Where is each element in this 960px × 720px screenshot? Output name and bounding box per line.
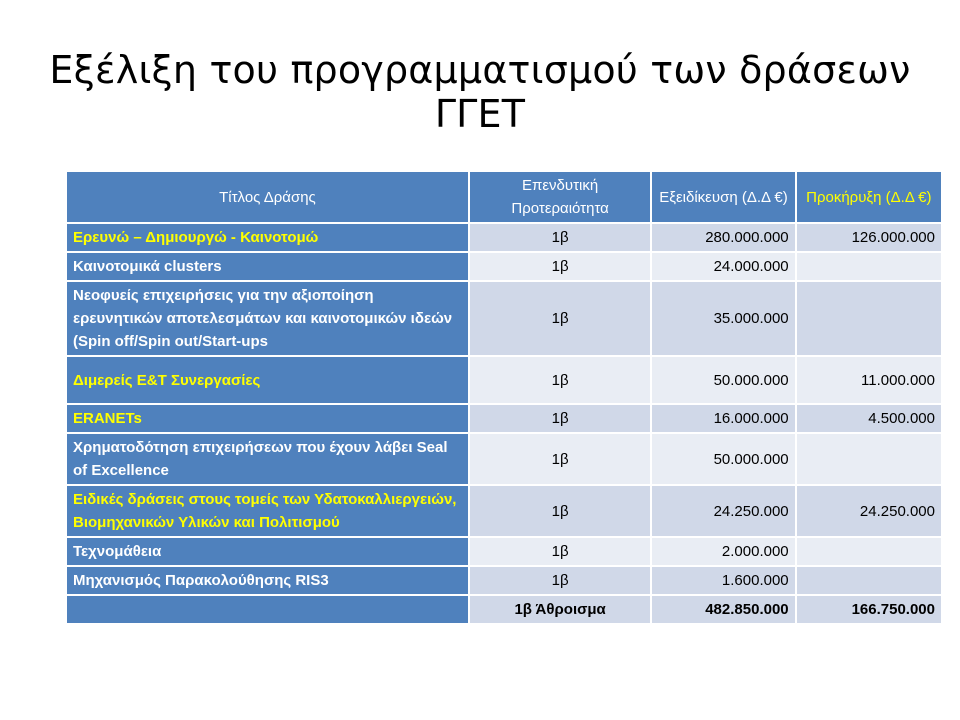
row-spec: 24.250.000 (652, 486, 794, 536)
table-row (67, 405, 941, 432)
row-priority: 1β (470, 486, 650, 536)
row-announce: 126.000.000 (797, 224, 941, 251)
header-priority: Επενδυτική Προτεραιότητα (470, 172, 650, 222)
row-spec: 16.000.000 (652, 405, 794, 432)
row-spec: 2.000.000 (652, 538, 794, 565)
row-spec: 35.000.000 (652, 282, 794, 355)
table-row (67, 538, 941, 565)
header-announce: Προκήρυξη (Δ.Δ €) (797, 172, 941, 222)
row-priority: 1β (470, 434, 650, 484)
table-header-row (67, 172, 941, 222)
row-announce (797, 434, 941, 484)
row-announce (797, 567, 941, 594)
row-announce (797, 538, 941, 565)
row-priority: 1β (470, 224, 650, 251)
table-row (67, 434, 941, 484)
header-spec: Εξειδίκευση (Δ.Δ €) (652, 172, 794, 222)
row-priority: 1β (470, 357, 650, 403)
row-title: ERANETs (67, 405, 468, 432)
row-title: Διμερείς Ε&Τ Συνεργασίες (67, 357, 468, 403)
row-spec: 280.000.000 (652, 224, 794, 251)
row-title: Τεχνομάθεια (67, 538, 468, 565)
row-title: Χρηματοδότηση επιχειρήσεων που έχουν λάβει Seal of Excellence (67, 434, 468, 484)
row-priority: 1β (470, 567, 650, 594)
row-spec: 50.000.000 (652, 434, 794, 484)
total-spec: 482.850.000 (652, 596, 794, 623)
row-announce (797, 253, 941, 280)
total-empty-cell (67, 596, 468, 623)
actions-table (65, 170, 943, 625)
header-title: Τίτλος Δράσης (67, 172, 468, 222)
table-row (67, 253, 941, 280)
total-label: 1β Άθροισμα (470, 596, 650, 623)
row-spec: 1.600.000 (652, 567, 794, 594)
row-title: Μηχανισμός Παρακολούθησης RIS3 (67, 567, 468, 594)
table-row (67, 282, 941, 355)
row-title: Ειδικές δράσεις στους τομείς των Υδατοκαλλιεργειών, Βιομηχανικών Υλικών και Πολιτισμού (67, 486, 468, 536)
table-row (67, 486, 941, 536)
row-announce: 24.250.000 (797, 486, 941, 536)
total-announce: 166.750.000 (797, 596, 941, 623)
row-title: Καινοτομικά clusters (67, 253, 468, 280)
row-priority: 1β (470, 405, 650, 432)
table-row (67, 357, 941, 403)
row-priority: 1β (470, 253, 650, 280)
row-spec: 50.000.000 (652, 357, 794, 403)
row-spec: 24.000.000 (652, 253, 794, 280)
row-announce (797, 282, 941, 355)
row-title: Νεοφυείς επιχειρήσεις για την αξιοποίηση ερευνητικών αποτελεσμάτων και καινοτομικών ιδεών (Spin off/Spin out/Start-ups (67, 282, 468, 355)
slide-title: Εξέλιξη του προγραμματισμού των δράσεων ΓΓΕΤ (49, 48, 911, 136)
row-priority: 1β (470, 538, 650, 565)
row-title: Ερευνώ – Δημιουργώ - Καινοτομώ (67, 224, 468, 251)
row-announce: 4.500.000 (797, 405, 941, 432)
total-row (67, 596, 941, 623)
row-announce: 11.000.000 (797, 357, 941, 403)
table-row (67, 224, 941, 251)
table-row (67, 567, 941, 594)
row-priority: 1β (470, 282, 650, 355)
